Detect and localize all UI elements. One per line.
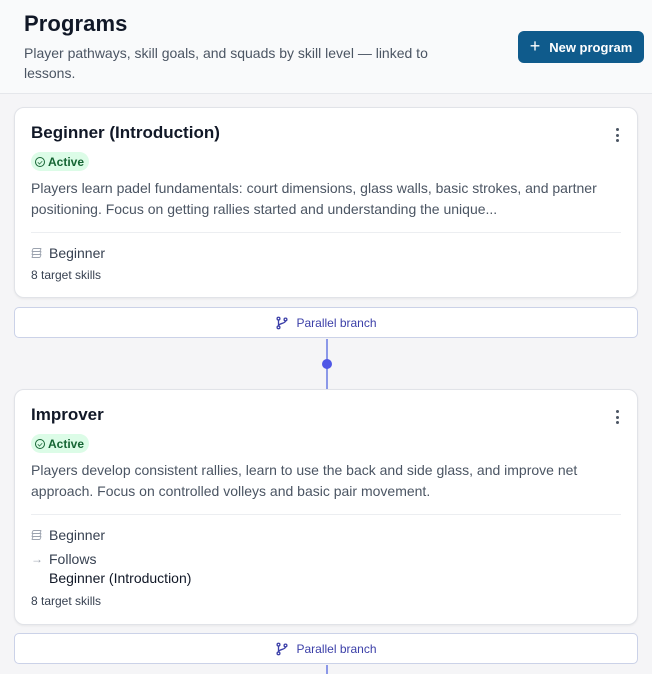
more-options-icon[interactable]: [615, 128, 619, 142]
check-circle-icon: [35, 157, 45, 167]
program-card[interactable]: [14, 107, 638, 298]
more-options-icon[interactable]: [615, 410, 619, 424]
program-description: Players learn padel fundamentals: court dimensions, glass walls, basic strokes, and partner positioning. Focus on getting rallies started and understanding the unique...: [31, 180, 597, 217]
program-title: Improver: [31, 405, 104, 424]
level-label: Beginner: [49, 527, 106, 543]
check-circle-icon: [35, 439, 45, 449]
program-card[interactable]: [14, 389, 638, 625]
parallel-branch-button[interactable]: [14, 633, 638, 664]
parallel-branch-button[interactable]: [14, 307, 638, 338]
parallel-branch-label: Parallel branch: [296, 641, 377, 656]
programs-list: [0, 95, 652, 674]
connector-node: [322, 359, 332, 369]
follows-label: Follows: [49, 551, 97, 567]
parallel-branch-label: Parallel branch: [296, 315, 377, 330]
target-skills: 8 target skills: [31, 594, 102, 608]
follows-program-link[interactable]: Beginner (Introduction): [49, 570, 192, 586]
new-program-label: New program: [549, 39, 633, 55]
connector-line: [326, 665, 328, 674]
status-badge: [31, 434, 89, 453]
layers-icon: [31, 248, 42, 259]
layers-icon: [31, 530, 42, 541]
page-title: Programs: [24, 11, 128, 36]
follows-row: [31, 551, 96, 567]
git-branch-icon: [275, 642, 289, 656]
status-badge: [31, 152, 89, 171]
git-branch-icon: [275, 316, 289, 330]
divider: [31, 514, 621, 515]
arrow-right-icon: →: [31, 552, 43, 566]
page-subtitle: Player pathways, skill goals, and squads by skill level — linked to lessons.: [24, 45, 428, 81]
level-row: [31, 527, 105, 543]
program-title: Beginner (Introduction): [31, 123, 220, 142]
target-skills: 8 target skills: [31, 268, 102, 282]
status-label: Active: [48, 436, 85, 451]
status-label: Active: [48, 154, 85, 169]
plus-icon: +: [529, 36, 541, 56]
level-label: Beginner: [49, 245, 106, 261]
page-header: [0, 0, 652, 94]
program-description: Players develop consistent rallies, learn to use the back and side glass, and improve net approach. Focus on controlled volleys and basic pair movement.: [31, 462, 578, 499]
new-program-button[interactable]: [518, 31, 644, 63]
level-row: [31, 245, 105, 261]
divider: [31, 232, 621, 233]
